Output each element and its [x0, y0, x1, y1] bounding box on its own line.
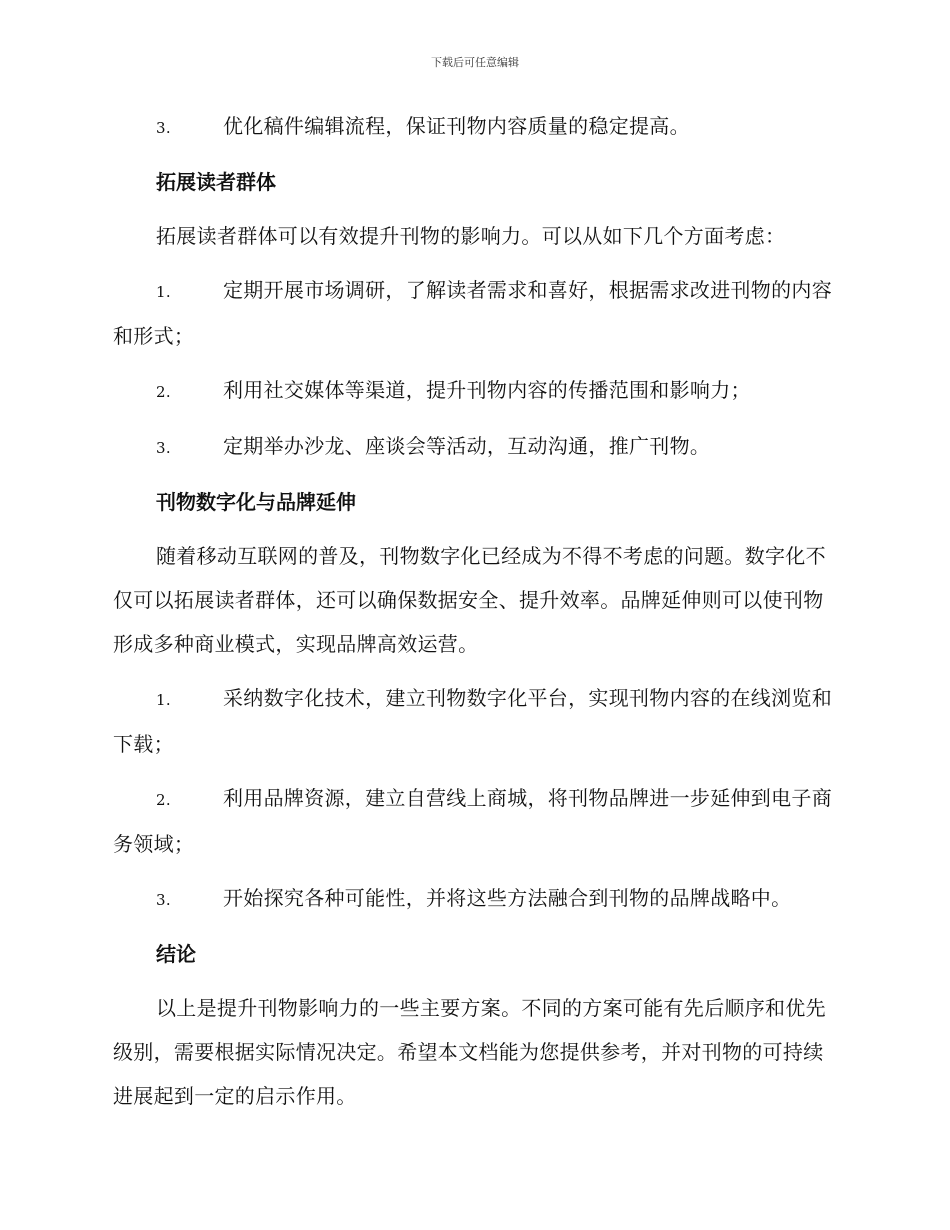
list-item-text: 开始探究各种可能性，并将这些方法融合到刊物的品牌战略中。: [223, 886, 792, 910]
list-number: 3.: [156, 119, 171, 137]
paragraph: 随着移动互联网的普及，刊物数字化已经成为不得不考虑的问题。数字化不仅可以拓展读者群体，还可以确保数据安全、提升效率。品牌延伸则可以使刊物形成多种商业模式，实现品牌高效运营。: [113, 544, 826, 656]
list-item-text: 优化稿件编辑流程，保证刊物内容质量的稳定提高。: [223, 114, 690, 138]
paragraph: 以上是提升刊物影响力的一些主要方案。不同的方案可能有先后顺序和优先级别，需要根据实际情况决定。希望本文档能为您提供参考，并对刊物的可持续进展起到一定的启示作用。: [113, 996, 826, 1108]
list-number: 3.: [156, 439, 171, 457]
list-item-text: 利用社交媒体等渠道，提升刊物内容的传播范围和影响力；: [223, 378, 751, 402]
section-heading: 结论: [156, 942, 196, 966]
paragraph: 拓展读者群体可以有效提升刊物的影响力。可以从如下几个方面考虑：: [156, 224, 786, 248]
section-heading: 刊物数字化与品牌延伸: [156, 490, 356, 514]
list-item: [113, 776, 835, 866]
list-item: [113, 876, 835, 922]
list-item: [113, 268, 835, 358]
list-item: [113, 424, 835, 470]
list-number: 3.: [156, 891, 171, 909]
list-item: [113, 368, 835, 414]
list-item-text: 定期开展市场调研，了解读者需求和喜好，根据需求改进刊物的内容和形式；: [113, 278, 832, 348]
section-heading: 拓展读者群体: [156, 170, 276, 194]
list-item-text: 利用品牌资源，建立自营线上商城，将刊物品牌进一步延伸到电子商务领域；: [113, 786, 832, 856]
list-number: 2.: [156, 791, 171, 809]
list-number: 1.: [156, 283, 171, 301]
list-number: 2.: [156, 383, 171, 401]
document-body: [113, 104, 835, 1128]
list-item: [113, 104, 835, 150]
list-item-text: 定期举办沙龙、座谈会等活动，互动沟通，推广刊物。: [223, 434, 711, 458]
list-item: [113, 676, 835, 766]
list-number: 1.: [156, 691, 171, 709]
page-header: 下载后可任意编辑: [431, 56, 519, 69]
list-item-text: 采纳数字化技术，建立刊物数字化平台，实现刊物内容的在线浏览和下载；: [113, 686, 832, 756]
